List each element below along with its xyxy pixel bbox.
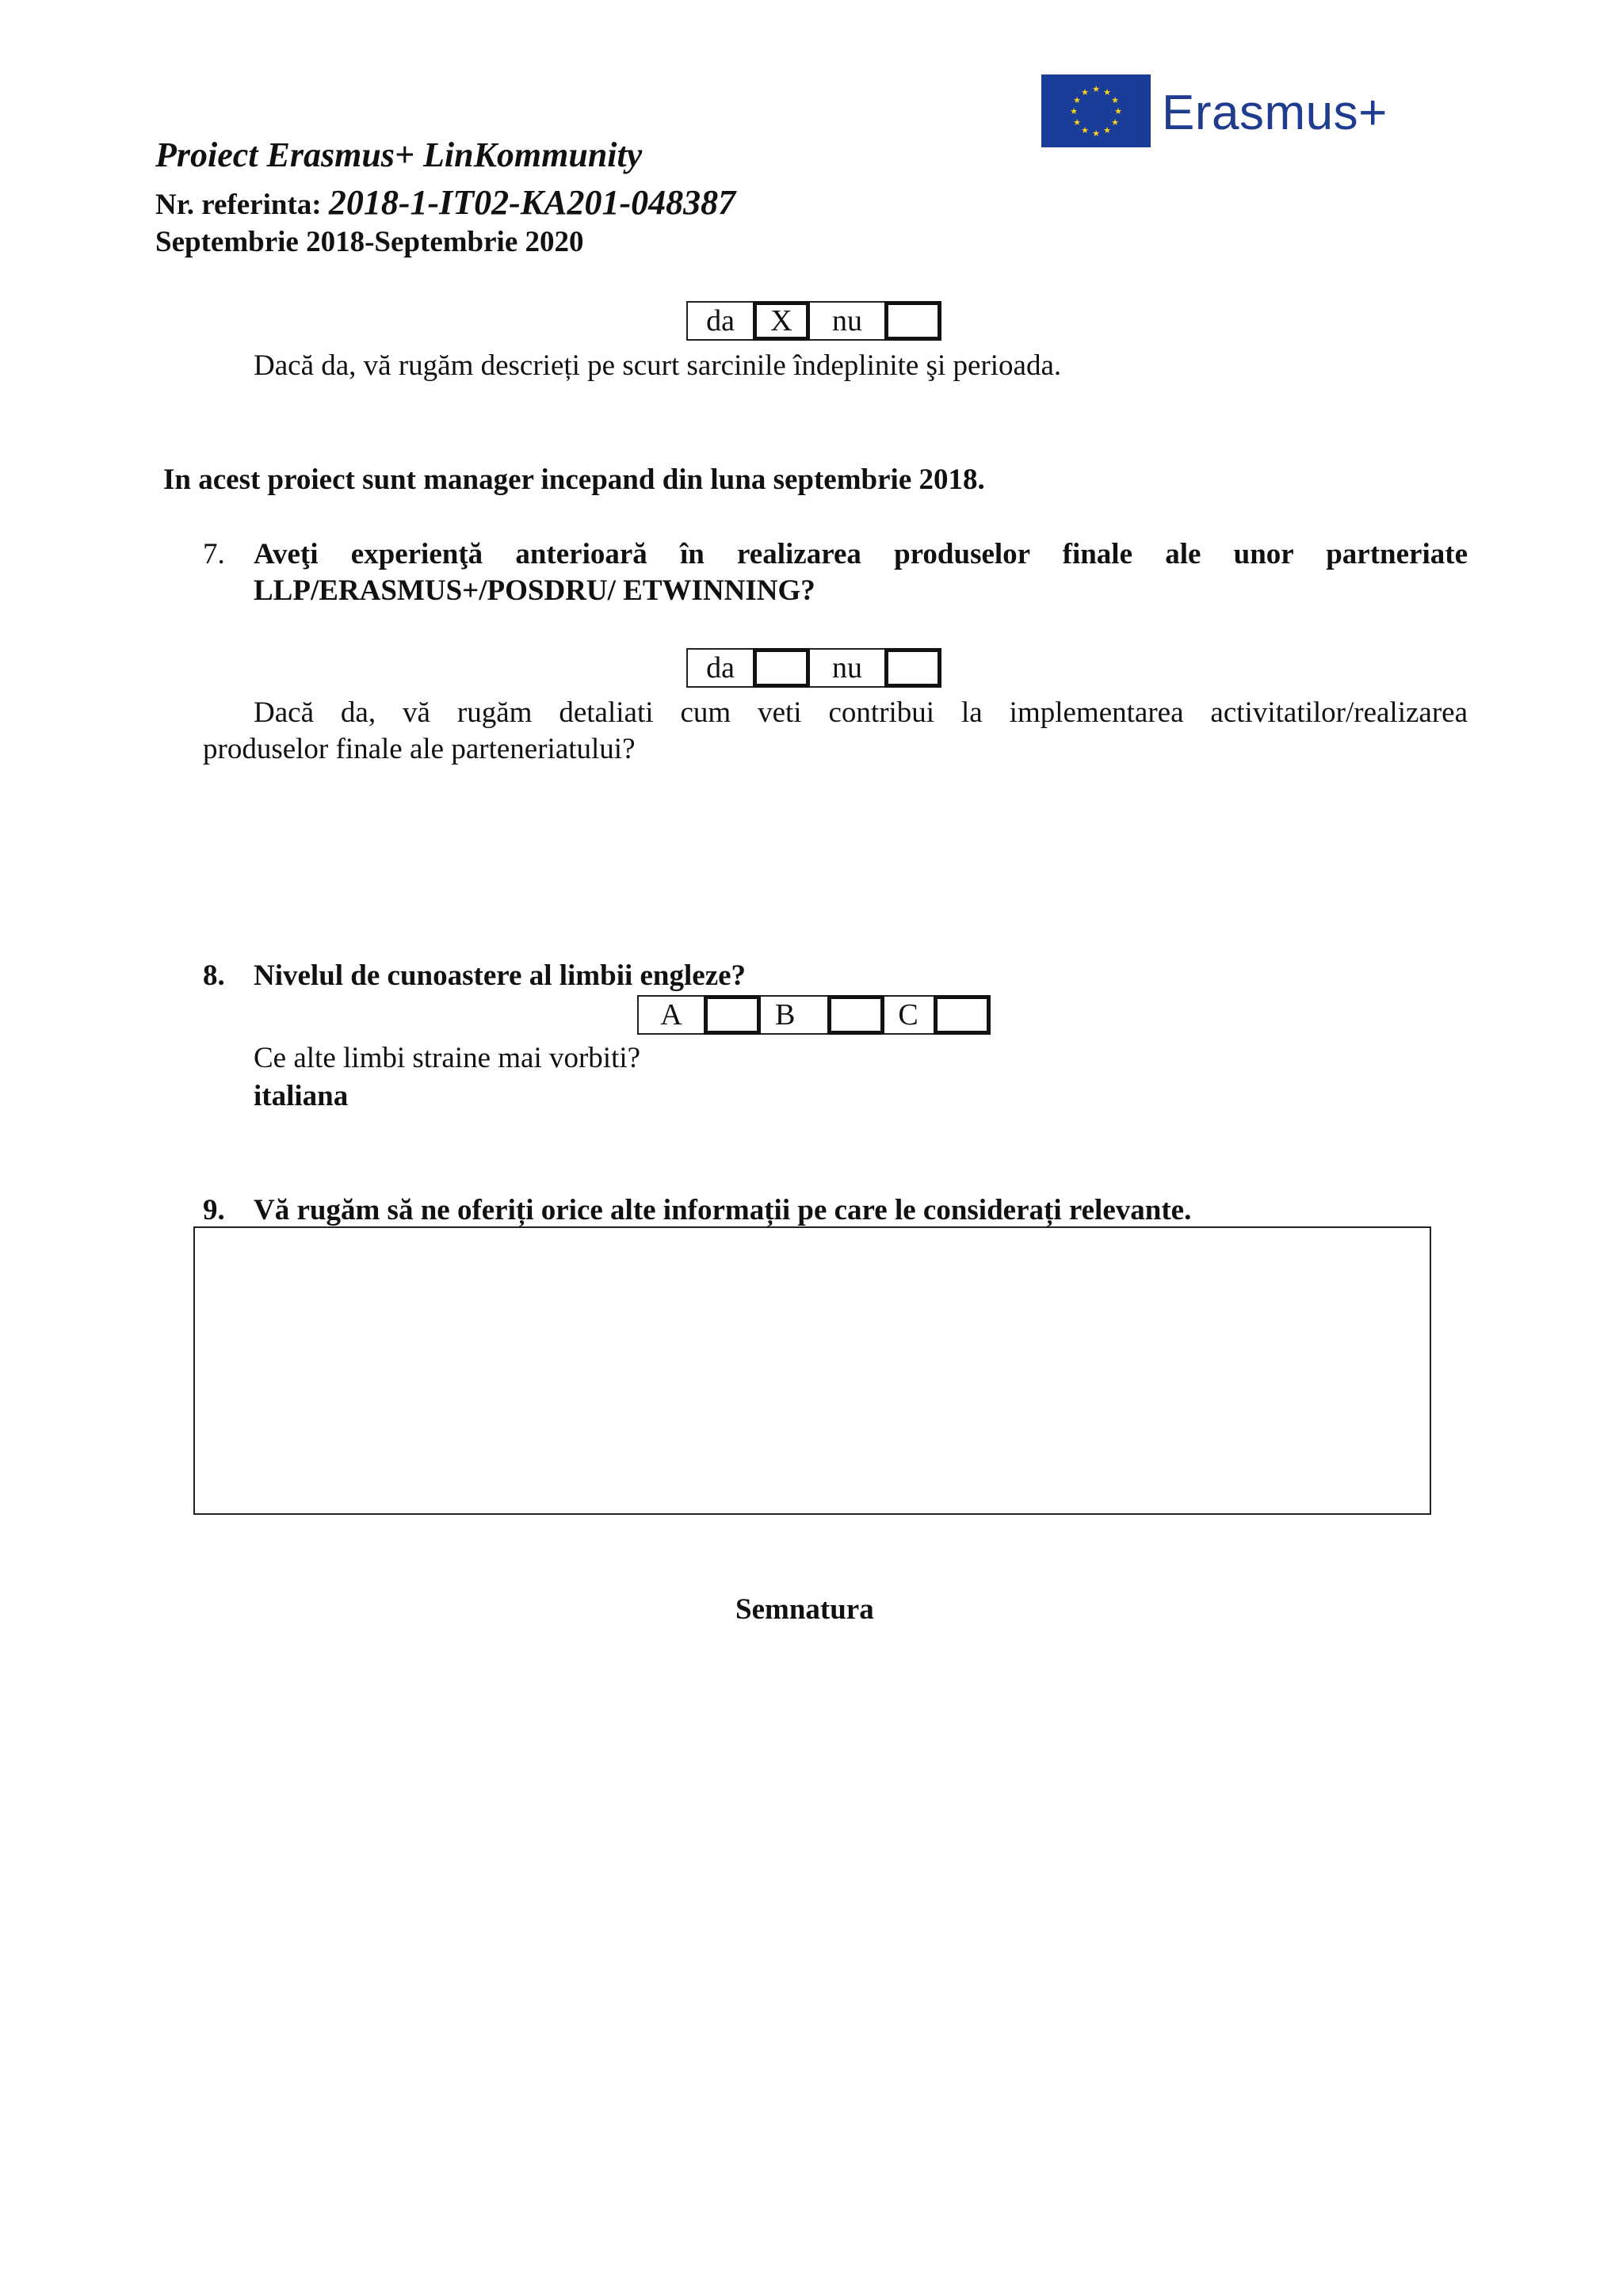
q6-answer: In acest proiect sunt manager incepand din luna septembrie 2018. — [163, 463, 985, 496]
project-period: Septembrie 2018-Septembrie 2020 — [155, 226, 584, 258]
q7-no-label: nu — [810, 648, 884, 688]
q6-no-label: nu — [810, 301, 884, 341]
svg-text:★: ★ — [1111, 117, 1119, 128]
q6-instruction: Dacă da, vă rugăm descrieți pe scurt sarcinile îndeplinite şi perioada. — [254, 349, 1062, 382]
erasmus-wordmark: Erasmus+ — [1162, 86, 1388, 140]
q7-instruction-line2: produselor finale ale parteneriatului? — [203, 733, 636, 765]
reference-number — [155, 182, 735, 223]
q9-answer-box[interactable] — [193, 1226, 1431, 1515]
q8-number: 8. — [203, 959, 225, 992]
reference-code: 2018-1-IT02-KA201-048387 — [328, 183, 736, 222]
q8-level-a-label: A — [637, 995, 704, 1035]
q9-number: 9. — [203, 1194, 225, 1226]
q6-no-checkbox[interactable] — [884, 301, 941, 341]
q6-checkbox-row — [686, 301, 941, 341]
svg-text:★: ★ — [1073, 95, 1081, 105]
svg-text:★: ★ — [1081, 125, 1089, 135]
q7-no-checkbox[interactable] — [884, 648, 941, 688]
reference-label: Nr. referinta: — [155, 189, 322, 221]
q7-question-line1: Aveţi experienţă anterioară în realizarea produselor finale ale unor partneriate — [254, 538, 1468, 570]
q9-question: Vă rugăm să ne oferiți orice alte informații pe care le considerați relevante. — [254, 1194, 1192, 1226]
q8-level-b-label: B — [761, 995, 827, 1035]
q7-checkbox-row — [686, 648, 941, 688]
q8-other-languages-answer: italiana — [254, 1080, 349, 1112]
q7-question-line2: LLP/ERASMUS+/POSDRU/ ETWINNING? — [254, 574, 815, 607]
erasmus-logo — [1041, 74, 1406, 151]
q8-level-b-checkbox[interactable] — [827, 995, 884, 1035]
project-title: Proiect Erasmus+ LinKommunity — [155, 135, 643, 174]
svg-text:★: ★ — [1111, 95, 1119, 105]
q8-level-c-label: C — [883, 995, 934, 1035]
q7-yes-label: da — [686, 648, 753, 688]
q8-other-languages-prompt: Ce alte limbi straine mai vorbiti? — [254, 1042, 641, 1074]
svg-text:★: ★ — [1070, 106, 1078, 116]
svg-text:★: ★ — [1103, 87, 1111, 97]
q8-level-row — [637, 995, 884, 1035]
eu-flag-icon — [1041, 74, 1151, 147]
q7-number: 7. — [203, 538, 225, 570]
svg-text:★: ★ — [1114, 106, 1122, 116]
svg-text:★: ★ — [1081, 87, 1089, 97]
svg-text:★: ★ — [1103, 125, 1111, 135]
q7-instruction-line1: Dacă da, vă rugăm detaliati cum veti contribui la implementarea activitatilor/realizarea — [254, 696, 1468, 729]
q8-level-c-checkbox[interactable] — [934, 995, 991, 1035]
q8-question: Nivelul de cunoastere al limbii engleze? — [254, 959, 747, 992]
q8-level-c-row — [883, 995, 991, 1035]
q8-level-a-checkbox[interactable] — [704, 995, 761, 1035]
signature-label: Semnatura — [735, 1593, 874, 1626]
q6-yes-label: da — [686, 301, 753, 341]
q7-yes-checkbox[interactable] — [753, 648, 810, 688]
svg-text:★: ★ — [1092, 128, 1100, 139]
svg-text:★: ★ — [1073, 117, 1081, 128]
svg-text:★: ★ — [1092, 84, 1100, 94]
q6-yes-checkbox[interactable]: X — [753, 301, 810, 341]
